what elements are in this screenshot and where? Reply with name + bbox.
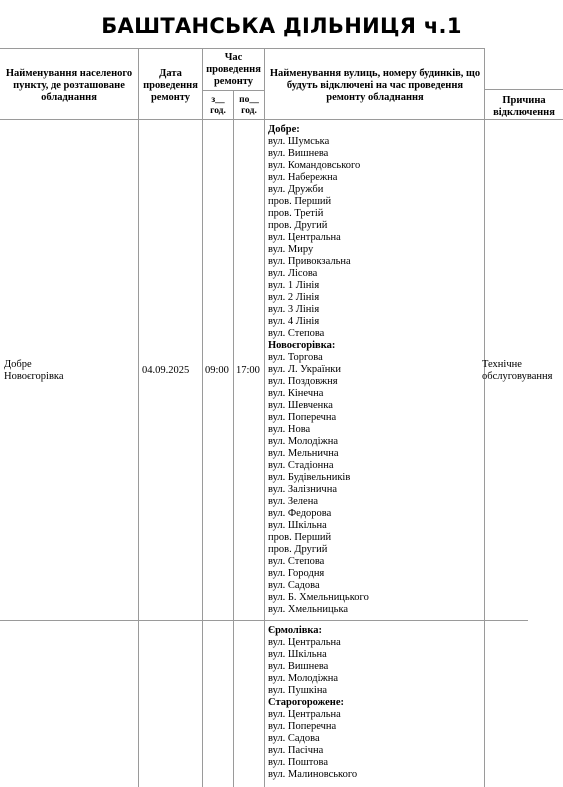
street-item: вул. Степова	[268, 328, 325, 339]
street-item: вул. 4 Лінія	[268, 316, 320, 327]
street-item: вул. Набережна	[268, 172, 338, 183]
street-item: вул. Садова	[268, 733, 320, 744]
street-item: вул. Центральна	[268, 637, 341, 648]
street-item: вул. Привокзальна	[268, 256, 351, 267]
street-item: пров. Перший	[268, 532, 332, 543]
settlement-heading: Єрмолівка:	[268, 625, 323, 636]
street-item: вул. Хмельницька	[268, 604, 349, 615]
settlement-name: Добре	[4, 359, 32, 370]
settlement-name: Новоєгорівка	[4, 371, 64, 382]
street-item: вул. Залізнична	[268, 484, 337, 495]
street-item: вул. Поперечна	[268, 721, 337, 732]
street-item: пров. Третій	[268, 208, 324, 219]
reason-cell: Технічне обслуговування	[482, 359, 553, 382]
street-item: вул. Вишнева	[268, 148, 329, 159]
street-item: вул. Центральна	[268, 232, 341, 243]
street-item: вул. Шевченка	[268, 400, 333, 411]
street-item: вул. Городня	[268, 568, 325, 579]
time-from: 09:00	[205, 365, 229, 376]
header-date: Дата проведення ремонту	[143, 68, 198, 103]
street-item: вул. Пушкіна	[268, 685, 328, 696]
street-item: вул. Вишнева	[268, 661, 329, 672]
street-item: вул. 1 Лінія	[268, 280, 320, 291]
street-item: пров. Другий	[268, 544, 328, 555]
street-item: вул. Шумська	[268, 136, 330, 147]
header-time: Час проведення ремонту	[206, 52, 261, 87]
street-item: вул. Дружби	[268, 184, 324, 195]
street-item: вул. Малиновського	[268, 769, 358, 780]
settlement-heading: Старогороженe:	[268, 697, 344, 708]
time-to: 17:00	[236, 365, 260, 376]
street-item: вул. Командовського	[268, 160, 361, 171]
street-item: вул. 3 Лінія	[268, 304, 320, 315]
street-item: вул. Федорова	[268, 508, 332, 519]
street-item: вул. Пасічна	[268, 745, 324, 756]
street-item: вул. Шкільна	[268, 520, 327, 531]
header-reason: Причина відключення	[493, 95, 555, 118]
street-item: пров. Перший	[268, 196, 332, 207]
street-item: вул. Миру	[268, 244, 314, 255]
header-to: по__ год.	[239, 95, 259, 116]
street-item: вул. Молодіжна	[268, 673, 339, 684]
settlement-heading: Новоєгорівка:	[268, 340, 336, 351]
street-item: вул. Поздовжня	[268, 376, 338, 387]
page-title: БАШТАНСЬКА ДІЛЬНИЦЯ ч.1	[101, 14, 462, 38]
street-item: вул. Нова	[268, 424, 311, 435]
street-item: вул. Поштова	[268, 757, 328, 768]
street-item: вул. Торгова	[268, 352, 323, 363]
street-item: вул. Садова	[268, 580, 320, 591]
street-item: вул. Мельнична	[268, 448, 339, 459]
street-item: вул. Стадіонна	[268, 460, 334, 471]
street-item: вул. Шкільна	[268, 649, 327, 660]
street-item: вул. 2 Лінія	[268, 292, 320, 303]
settlement-heading: Добре:	[268, 124, 300, 135]
header-settlement: Найменування населеного пункту, де розташоване обладнання	[5, 68, 133, 103]
street-item: вул. Зелена	[268, 496, 318, 507]
street-item: пров. Другий	[268, 220, 328, 231]
header-from: з__ год.	[210, 95, 226, 116]
street-item: вул. Будівельників	[268, 472, 351, 483]
repair-date: 04.09.2025	[142, 365, 190, 376]
header-streets: Найменування вулиць, номеру будинків, що будуть відключені на час проведення ремонту обладнання	[269, 68, 481, 103]
street-item: вул. Б. Хмельницького	[268, 592, 369, 603]
street-item: вул. Л. Українки	[268, 364, 342, 375]
street-item: вул. Поперечна	[268, 412, 337, 423]
street-item: вул. Молодіжна	[268, 436, 339, 447]
street-item: вул. Кінечна	[268, 388, 324, 399]
street-item: вул. Лісова	[268, 268, 318, 279]
street-item: вул. Степова	[268, 556, 325, 567]
settlement-cell	[4, 359, 136, 383]
street-item: вул. Центральна	[268, 709, 341, 720]
